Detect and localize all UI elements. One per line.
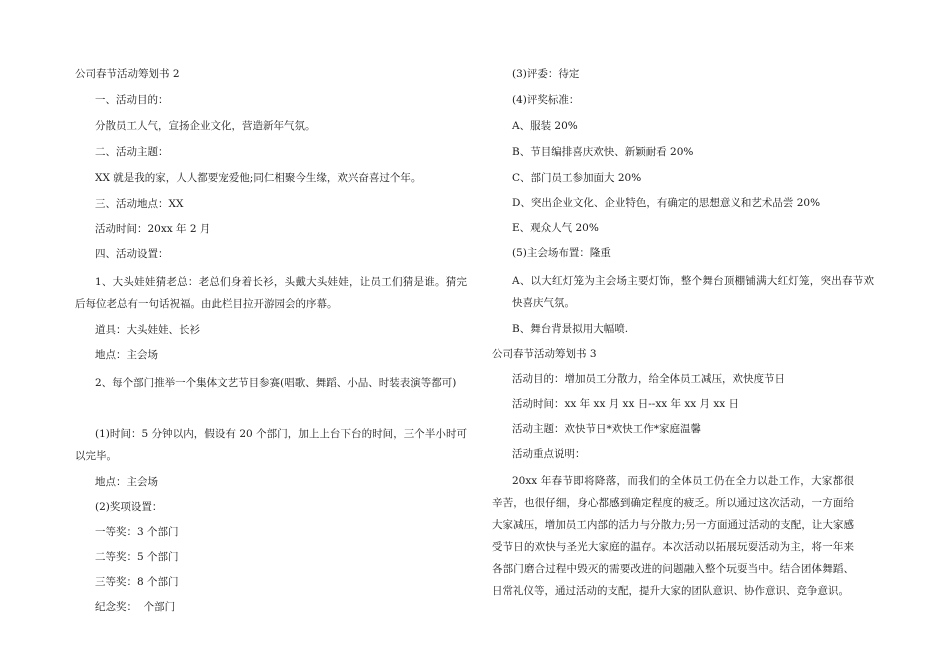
paragraph: 地点：主会场 — [95, 349, 158, 361]
paragraph: (1)时间：5 分钟以内，假设有 20 个部门，加上上台下台的时间，三个半小时可以完毕。 — [75, 428, 467, 462]
paragraph: XX 就是我的家，人人都要宠爱他;同仁相聚今生缘，欢兴奋喜过个年。 — [95, 172, 422, 184]
paragraph: 道具：大头娃娃、长衫 — [95, 324, 200, 336]
list-item: C、部门员工参加面大 20% — [512, 172, 642, 184]
list-item: 三等奖：8 个部门 — [95, 576, 179, 588]
list-item: B、节目编排喜庆欢快、新颖耐看 20% — [512, 146, 694, 158]
paragraph: 20xx 年春节即将降落，而我们的全体员工仍在全力以赴工作，大家都很辛苦，也很仔细，身心都感到确定程度的疲乏。所以通过这次活动，一方面给大家减压，增加员工内部的活力与分散力;另一方面通过活动的支配，让大家感受节日的欢快与圣光大家庭的温存。本次活动以拓展玩耍活动为主，将一年来各部门磨合过程中毁灭的需要改进的问题融入整个玩耍当中。结合团体舞蹈、日常礼仪等，通过活动的支配，提升大家的团队意识、协作意识、竞争意识。 — [492, 475, 854, 597]
paragraph: (2)奖项设置： — [95, 501, 163, 513]
paragraph: 活动重点说明： — [512, 448, 586, 460]
section-heading: 四、活动设置： — [95, 248, 169, 260]
list-item: 二等奖：5 个部门 — [95, 551, 179, 563]
paragraph: 2、每个部门推举一个集体文艺节目参赛(唱歌、舞蹈、小品、时装表演等都可) — [95, 377, 457, 389]
paragraph: 活动时间：20xx 年 2 月 — [95, 223, 211, 235]
paragraph: (4)评奖标准： — [512, 94, 580, 106]
list-item: E、观众人气 20% — [512, 222, 599, 234]
paragraph: 活动主题：欢快节日*欢快工作*家庭温馨 — [512, 423, 701, 435]
paragraph: 分散员工人气，宣扬企业文化，营造新年气氛。 — [95, 120, 316, 132]
list-item: A、服装 20% — [512, 120, 578, 132]
section-heading: 一、活动目的： — [95, 94, 169, 106]
paragraph: 1、大头娃娃猜老总：老总们身着长衫，头戴大头娃娃，让员工们猜是谁。猜完后每位老总有一句话祝福。由此栏目拉开游园会的序幕。 — [75, 276, 467, 310]
paragraph: 活动时间：xx 年 xx 月 xx 日--xx 年 xx 月 xx 日 — [512, 398, 740, 410]
section-heading: 二、活动主题： — [95, 146, 169, 158]
list-item: 一等奖：3 个部门 — [95, 526, 179, 538]
document-title: 公司春节活动筹划书 3 — [492, 348, 597, 360]
document-title: 公司春节活动筹划书 2 — [75, 68, 180, 80]
paragraph: (5)主会场布置：隆重 — [512, 247, 611, 259]
section-heading: 三、活动地点：XX — [95, 198, 184, 210]
paragraph: B、舞台背景拟用大幅喷. — [512, 323, 629, 335]
paragraph: (3)评委：待定 — [512, 68, 580, 80]
list-item: D、突出企业文化、企业特色，有确定的思想意义和艺术品尝 20% — [512, 197, 821, 209]
paragraph: 活动目的：增加员工分散力，给全体员工减压，欢快度节日 — [512, 373, 785, 385]
list-item: 纪念奖： 个部门 — [95, 601, 176, 613]
paragraph: A、以大红灯笼为主会场主要灯饰，整个舞台顶棚铺满大红灯笼，突出春节欢快喜庆气氛。 — [512, 275, 874, 309]
paragraph: 地点：主会场 — [95, 476, 158, 488]
